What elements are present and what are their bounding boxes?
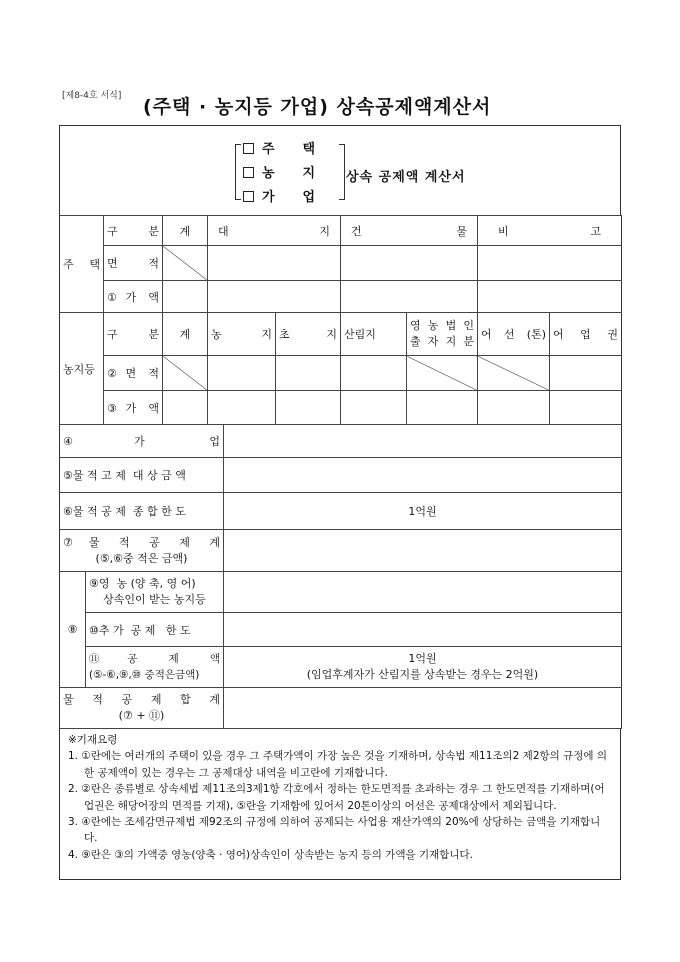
farm-corp-value-input[interactable] — [407, 391, 478, 425]
row-label-value: ③가 액 — [104, 391, 163, 425]
target-amount-input[interactable] — [224, 458, 622, 493]
extra-limit-input[interactable] — [224, 613, 622, 647]
grand-total-label: 물 적 공 제 합 계 (⑦ + ⑪) — [60, 688, 224, 729]
farmland-section-label: 농지등 — [60, 313, 104, 425]
type-selector-box — [59, 125, 621, 216]
header-land: 대 지 — [208, 216, 341, 246]
diagonal-cell — [163, 356, 208, 391]
fishing-boat-value-input[interactable] — [478, 391, 550, 425]
subtotal-input[interactable] — [224, 530, 622, 572]
header-farm-corp-share: 영 농 법 인 출 자 지 분 — [407, 313, 478, 356]
total-value-input[interactable] — [163, 391, 208, 425]
farmland-value-input[interactable] — [208, 391, 276, 425]
page-title: (주택 · 농지등 가업) 상속공제액계산서 — [143, 96, 492, 118]
header-forest: 산림지 — [341, 313, 407, 356]
fishing-right-value-input[interactable] — [550, 391, 622, 425]
total-limit-value: 1억원 — [224, 493, 622, 530]
heir-farmland-input[interactable] — [224, 572, 622, 613]
form-number: [제8-4호 서식] — [62, 91, 122, 101]
remarks-value-input[interactable] — [478, 281, 622, 313]
row-label-value: ①가 액 — [104, 281, 163, 313]
forest-value-input[interactable] — [341, 391, 407, 425]
instruction-item: 4. ⑨란은 ③의 가액중 영농(양축 · 영어)상속인이 상속받는 농지 등의 가액을 기재합니다. — [68, 848, 474, 861]
deduction-summary-table — [59, 424, 622, 729]
deduction-label: ⑪공 제 액 (⑤-⑥,⑨,⑩ 중적은금액) — [86, 647, 224, 688]
diagonal-cell — [478, 356, 550, 391]
total-limit-label: ⑥물 적 공 제 종 합 한 도 — [60, 493, 224, 530]
total-value-input[interactable] — [163, 281, 208, 313]
header-farmland: 농 지 — [208, 313, 276, 356]
header-total: 계 — [163, 313, 208, 356]
checkbox-icon[interactable] — [243, 143, 254, 154]
farmland-area-input[interactable] — [208, 356, 276, 391]
instructions-heading: ※기재요령 — [68, 734, 118, 746]
housing-section-label: 주 택 — [60, 216, 104, 313]
deduction-value: 1억원 (임업후계자가 산림지를 상속받는 경우는 2억원) — [224, 647, 622, 688]
grassland-area-input[interactable] — [276, 356, 341, 391]
row-label-area: 면 적 — [104, 246, 163, 281]
checkbox-housing[interactable]: 주택 — [243, 138, 343, 157]
header-category: 구 분 — [104, 313, 163, 356]
diagonal-cell — [407, 356, 478, 391]
building-area-input[interactable] — [341, 246, 478, 281]
land-area-input[interactable] — [208, 246, 341, 281]
header-category: 구 분 — [104, 216, 163, 246]
header-grassland: 초 지 — [276, 313, 341, 356]
business-input[interactable] — [224, 425, 622, 458]
header-total: 계 — [163, 216, 208, 246]
instructions — [59, 728, 621, 880]
header-building: 건 물 — [341, 216, 478, 246]
grassland-value-input[interactable] — [276, 391, 341, 425]
checkbox-farmland[interactable]: 농지 — [243, 162, 343, 181]
heir-farmland-label: ⑨영 농 (양 축, 영 어) 상속인이 받는 농지등 — [86, 572, 224, 613]
business-label: ④가 업 — [60, 425, 224, 458]
remarks-area-input[interactable] — [478, 246, 622, 281]
target-amount-label: ⑤물 적 고 제 대 상 금 액 — [60, 458, 224, 493]
extra-limit-label: ⑩추 가 공 제 한 도 — [86, 613, 224, 647]
fishing-right-area-input[interactable] — [550, 356, 622, 391]
subtotal-label: ⑦물 적 공 제 계 (⑤,⑥중 적은 금액) — [60, 530, 224, 572]
header-remarks: 비 고 — [478, 216, 622, 246]
bracket — [235, 138, 350, 206]
header-fishing-boat: 어 선 (톤) — [478, 313, 550, 356]
forest-area-input[interactable] — [341, 356, 407, 391]
row-label-area: ②면 적 — [104, 356, 163, 391]
header-fishing-right: 어 업 권 — [550, 313, 622, 356]
checkbox-icon[interactable] — [243, 167, 254, 178]
grand-total-input[interactable] — [224, 688, 622, 729]
building-value-input[interactable] — [341, 281, 478, 313]
form-subtitle: 상속 공제액 계산서 — [346, 170, 466, 185]
checkbox-business[interactable]: 가업 — [243, 186, 343, 205]
land-value-input[interactable] — [208, 281, 341, 313]
diagonal-cell — [163, 246, 208, 281]
checkbox-icon[interactable] — [243, 191, 254, 202]
group-8-label: ⑧ — [60, 572, 86, 688]
instruction-item: 3. ④란에는 조세감면규제법 제92조의 규정에 의하여 공제되는 사업용 재산가액의 20%에 상당하는 금액을 기재합니다. — [68, 816, 601, 845]
housing-farmland-table — [59, 215, 622, 425]
instruction-item: 1. ①란에는 여러개의 주택이 있을 경우 그 주택가액이 가장 높은 것을 기재하며, 상속법 제11조의2 제2항의 규정에 의한 공제액이 있는 경우는 그 공제대상 내역을 비고란에 기재합니다. — [68, 750, 608, 779]
instruction-item: 2. ②란은 종류별로 상속세법 제11조의3제1항 각호에서 정하는 한도면적를 초과하는 경우 그 한도면적를 기재하며(어업권은 해당어장의 면적를 기재), ⑤란을 기재함에 있어서 20톤이상의 어선은 공제대상에서 제외됩니다. — [68, 783, 605, 812]
